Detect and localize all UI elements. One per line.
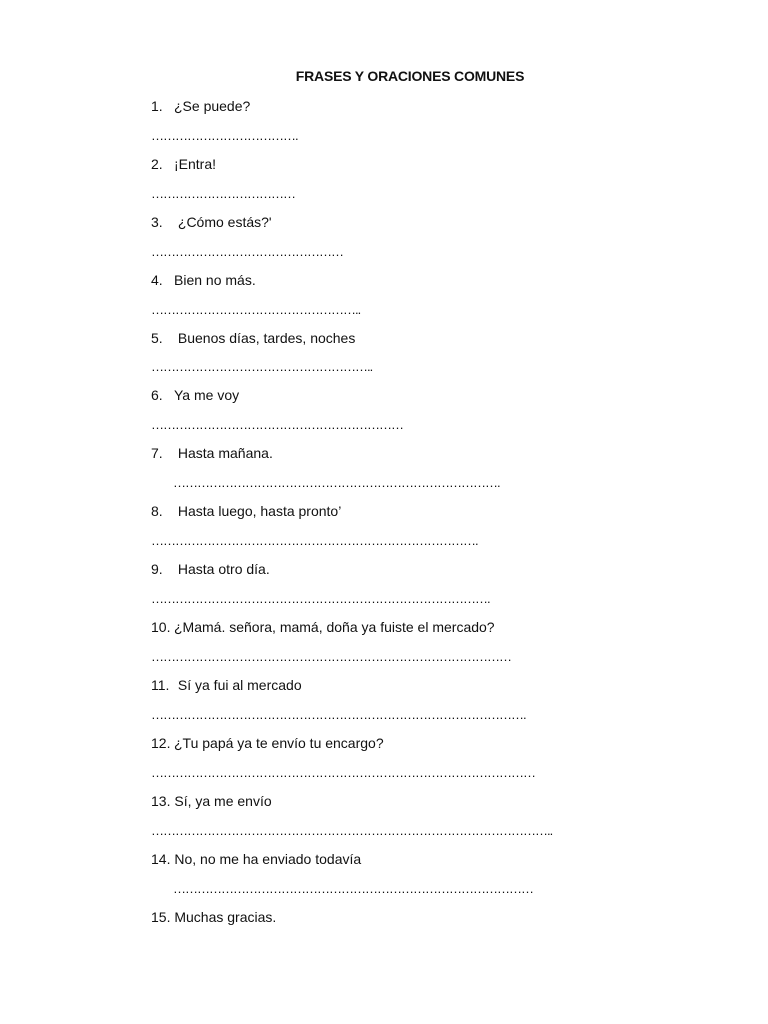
question-3 [151,213,272,231]
question-text: Bien no más. [174,272,256,288]
question-text: ¿Mamá. señora, mamá, doña ya fuiste el mercado? [174,619,495,635]
question-12 [151,734,384,752]
question-text: No, no me ha enviado todavía [174,851,362,867]
answer-line-12: …………………………………………………………………………………… [151,765,535,780]
question-number: 5. [151,330,163,346]
question-number: 9. [151,561,163,577]
answer-line-7: ………………………………………………………………………. [173,475,500,490]
question-text: Buenos días, tardes, noches [174,330,356,346]
answer-line-3: ………………………………………… [151,244,343,259]
question-10 [151,618,495,636]
answer-line-2: ……………………………… [151,186,295,201]
question-number: 1. [151,98,163,114]
question-number: 11. [151,677,170,693]
question-1 [151,97,250,115]
answer-line-11: …………………………………………………………………………………. [151,707,526,722]
question-number: 10. [151,619,171,635]
question-8 [151,502,341,520]
answer-line-4: …………………………………………….. [151,302,361,317]
question-text: ¿Se puede? [174,98,251,114]
answer-line-6: ……………………………………………………… [151,417,403,432]
question-text: ¿Cómo estás?' [174,214,272,230]
question-4 [151,271,256,289]
answer-line-5: ……………………………………………….. [151,359,373,374]
question-text: Muchas gracias. [174,909,277,925]
question-number: 14. [151,851,171,867]
question-5 [151,329,355,347]
question-text: Hasta mañana. [174,445,273,461]
question-number: 6. [151,387,163,403]
answer-line-8: ………………………………………………………………………. [151,533,478,548]
question-11 [151,676,302,694]
question-text: ¿Tu papá ya te envío tu encargo? [174,735,384,751]
question-number: 8. [151,503,163,519]
question-2 [151,155,216,173]
page-title: FRASES Y ORACIONES COMUNES [295,68,525,84]
question-text: ¡Entra! [174,156,217,172]
question-number: 2. [151,156,163,172]
answer-line-13: ……………………………………………………………………………………….. [151,823,553,838]
question-number: 12. [151,735,171,751]
question-7 [151,444,273,462]
question-13 [151,792,272,810]
question-number: 3. [151,214,163,230]
question-number: 13. [151,793,171,809]
question-15 [151,908,276,926]
question-6 [151,386,239,404]
answer-line-1: ………………………………. [151,128,298,143]
question-number: 7. [151,445,163,461]
question-text: Sí, ya me envío [174,793,272,809]
question-number: 4. [151,272,163,288]
question-text: Hasta luego, hasta pronto’ [174,503,342,519]
answer-line-10: ……………………………………………………………………………… [151,649,511,664]
answer-line-9: …………………………………………………………………………. [151,591,490,606]
question-14 [151,850,361,868]
answer-line-14: ……………………………………………………………………………… [173,881,533,896]
question-9 [151,560,270,578]
question-text: Sí ya fui al mercado [174,677,302,693]
question-text: Ya me voy [174,387,240,403]
question-text: Hasta otro día. [174,561,270,577]
question-number: 15. [151,909,171,925]
